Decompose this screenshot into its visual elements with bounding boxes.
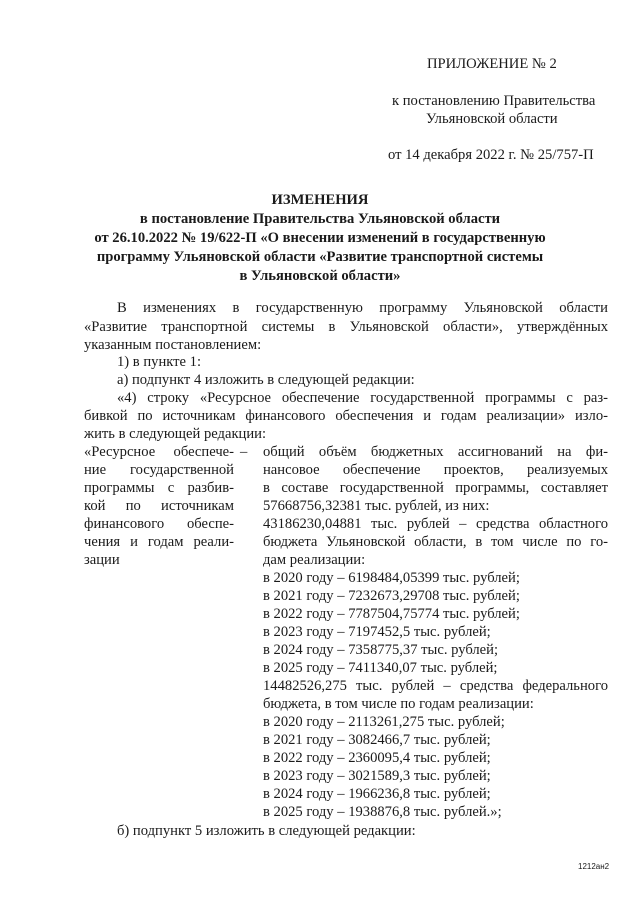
paragraph-a: а) подпункт 4 изложить в следующей редакции:: [117, 372, 415, 388]
resolution-reference: к постановлению Правительства: [392, 93, 596, 109]
federal-year-2020: в 2020 году – 2113261,275 тыс. рублей;: [263, 714, 505, 730]
intro-line-2: «Развитие транспортной системы в Ульяновской области», утверждённых: [84, 319, 608, 335]
right-col-line-2: нансовое обеспечение проектов, реализуемых: [263, 462, 608, 478]
federal-year-2025: в 2025 году – 1938876,8 тыс. рублей.»;: [263, 804, 502, 820]
resolution-date-number: от 14 декабря 2022 г. № 25/757-П: [388, 147, 594, 163]
paragraph-4-line-2: бивкой по источникам финансового обеспечения и годам реализации» изло-: [84, 408, 608, 424]
left-col-line-7: зации: [84, 552, 120, 568]
funding-year-2022: в 2022 году – 7787504,75774 тыс. рублей;: [263, 606, 520, 622]
paragraph-b: б) подпункт 5 изложить в следующей редакции:: [117, 823, 416, 839]
intro-line-1: В изменениях в государственную программу Ульяновской области: [117, 300, 608, 316]
paragraph-1: 1) в пункте 1:: [117, 354, 202, 370]
left-col-line-5: финансового обеспе-: [84, 516, 234, 532]
paragraph-4-line-1: «4) строку «Ресурсное обеспечение государственной программы с раз-: [117, 390, 608, 406]
left-col-line-4: кой по источникам: [84, 498, 234, 514]
region-name: Ульяновской области: [426, 111, 558, 127]
funding-year-2025: в 2025 году – 7411340,07 тыс. рублей;: [263, 660, 498, 676]
doc-subtitle-4: в Ульяновской области»: [239, 268, 401, 284]
column-dash: –: [240, 444, 248, 460]
right-col-line-6: бюджета Ульяновской области, в том числе по го-: [263, 534, 608, 550]
doc-subtitle-3: программу Ульяновской области «Развитие транспортной системы: [96, 249, 544, 265]
federal-funding-total: 14482526,275 тыс. рублей – средства федерального: [263, 678, 608, 694]
left-col-line-6: чения и годам реали-: [84, 534, 234, 550]
federal-funding-caption: бюджета, в том числе по годам реализации:: [263, 696, 534, 712]
left-col-line-1: «Ресурсное обеспече-: [84, 444, 234, 460]
appendix-label: ПРИЛОЖЕНИЕ № 2: [427, 56, 557, 72]
footer-code: 1212ан2: [578, 862, 610, 871]
right-col-line-5: 43186230,04881 тыс. рублей – средства областного: [263, 516, 608, 532]
funding-year-2020: в 2020 году – 6198484,05399 тыс. рублей;: [263, 570, 520, 586]
funding-year-2021: в 2021 году – 7232673,29708 тыс. рублей;: [263, 588, 520, 604]
federal-year-2021: в 2021 году – 3082466,7 тыс. рублей;: [263, 732, 491, 748]
doc-title: ИЗМЕНЕНИЯ: [271, 192, 369, 208]
right-col-line-3: в составе государственной программы, составляет: [263, 480, 608, 496]
intro-line-3: указанным постановлением:: [84, 337, 262, 353]
federal-year-2023: в 2023 году – 3021589,3 тыс. рублей;: [263, 768, 491, 784]
funding-year-2024: в 2024 году – 7358775,37 тыс. рублей;: [263, 642, 499, 658]
federal-year-2022: в 2022 году – 2360095,4 тыс. рублей;: [263, 750, 491, 766]
left-col-line-2: ние государственной: [84, 462, 234, 478]
right-col-line-1: общий объём бюджетных ассигнований на фи-: [263, 444, 608, 460]
funding-year-2023: в 2023 году – 7197452,5 тыс. рублей;: [263, 624, 491, 640]
paragraph-4-line-3: жить в следующей редакции:: [84, 426, 267, 442]
right-col-line-4: 57668756,32381 тыс. рублей, из них:: [263, 498, 490, 514]
left-col-line-3: программы с разбив-: [84, 480, 234, 496]
federal-year-2024: в 2024 году – 1966236,8 тыс. рублей;: [263, 786, 491, 802]
right-col-line-7: дам реализации:: [263, 552, 366, 568]
doc-subtitle-2: от 26.10.2022 № 19/622-П «О внесении изменений в государственную: [94, 230, 546, 246]
doc-subtitle-1: в постановление Правительства Ульяновской области: [139, 211, 501, 227]
